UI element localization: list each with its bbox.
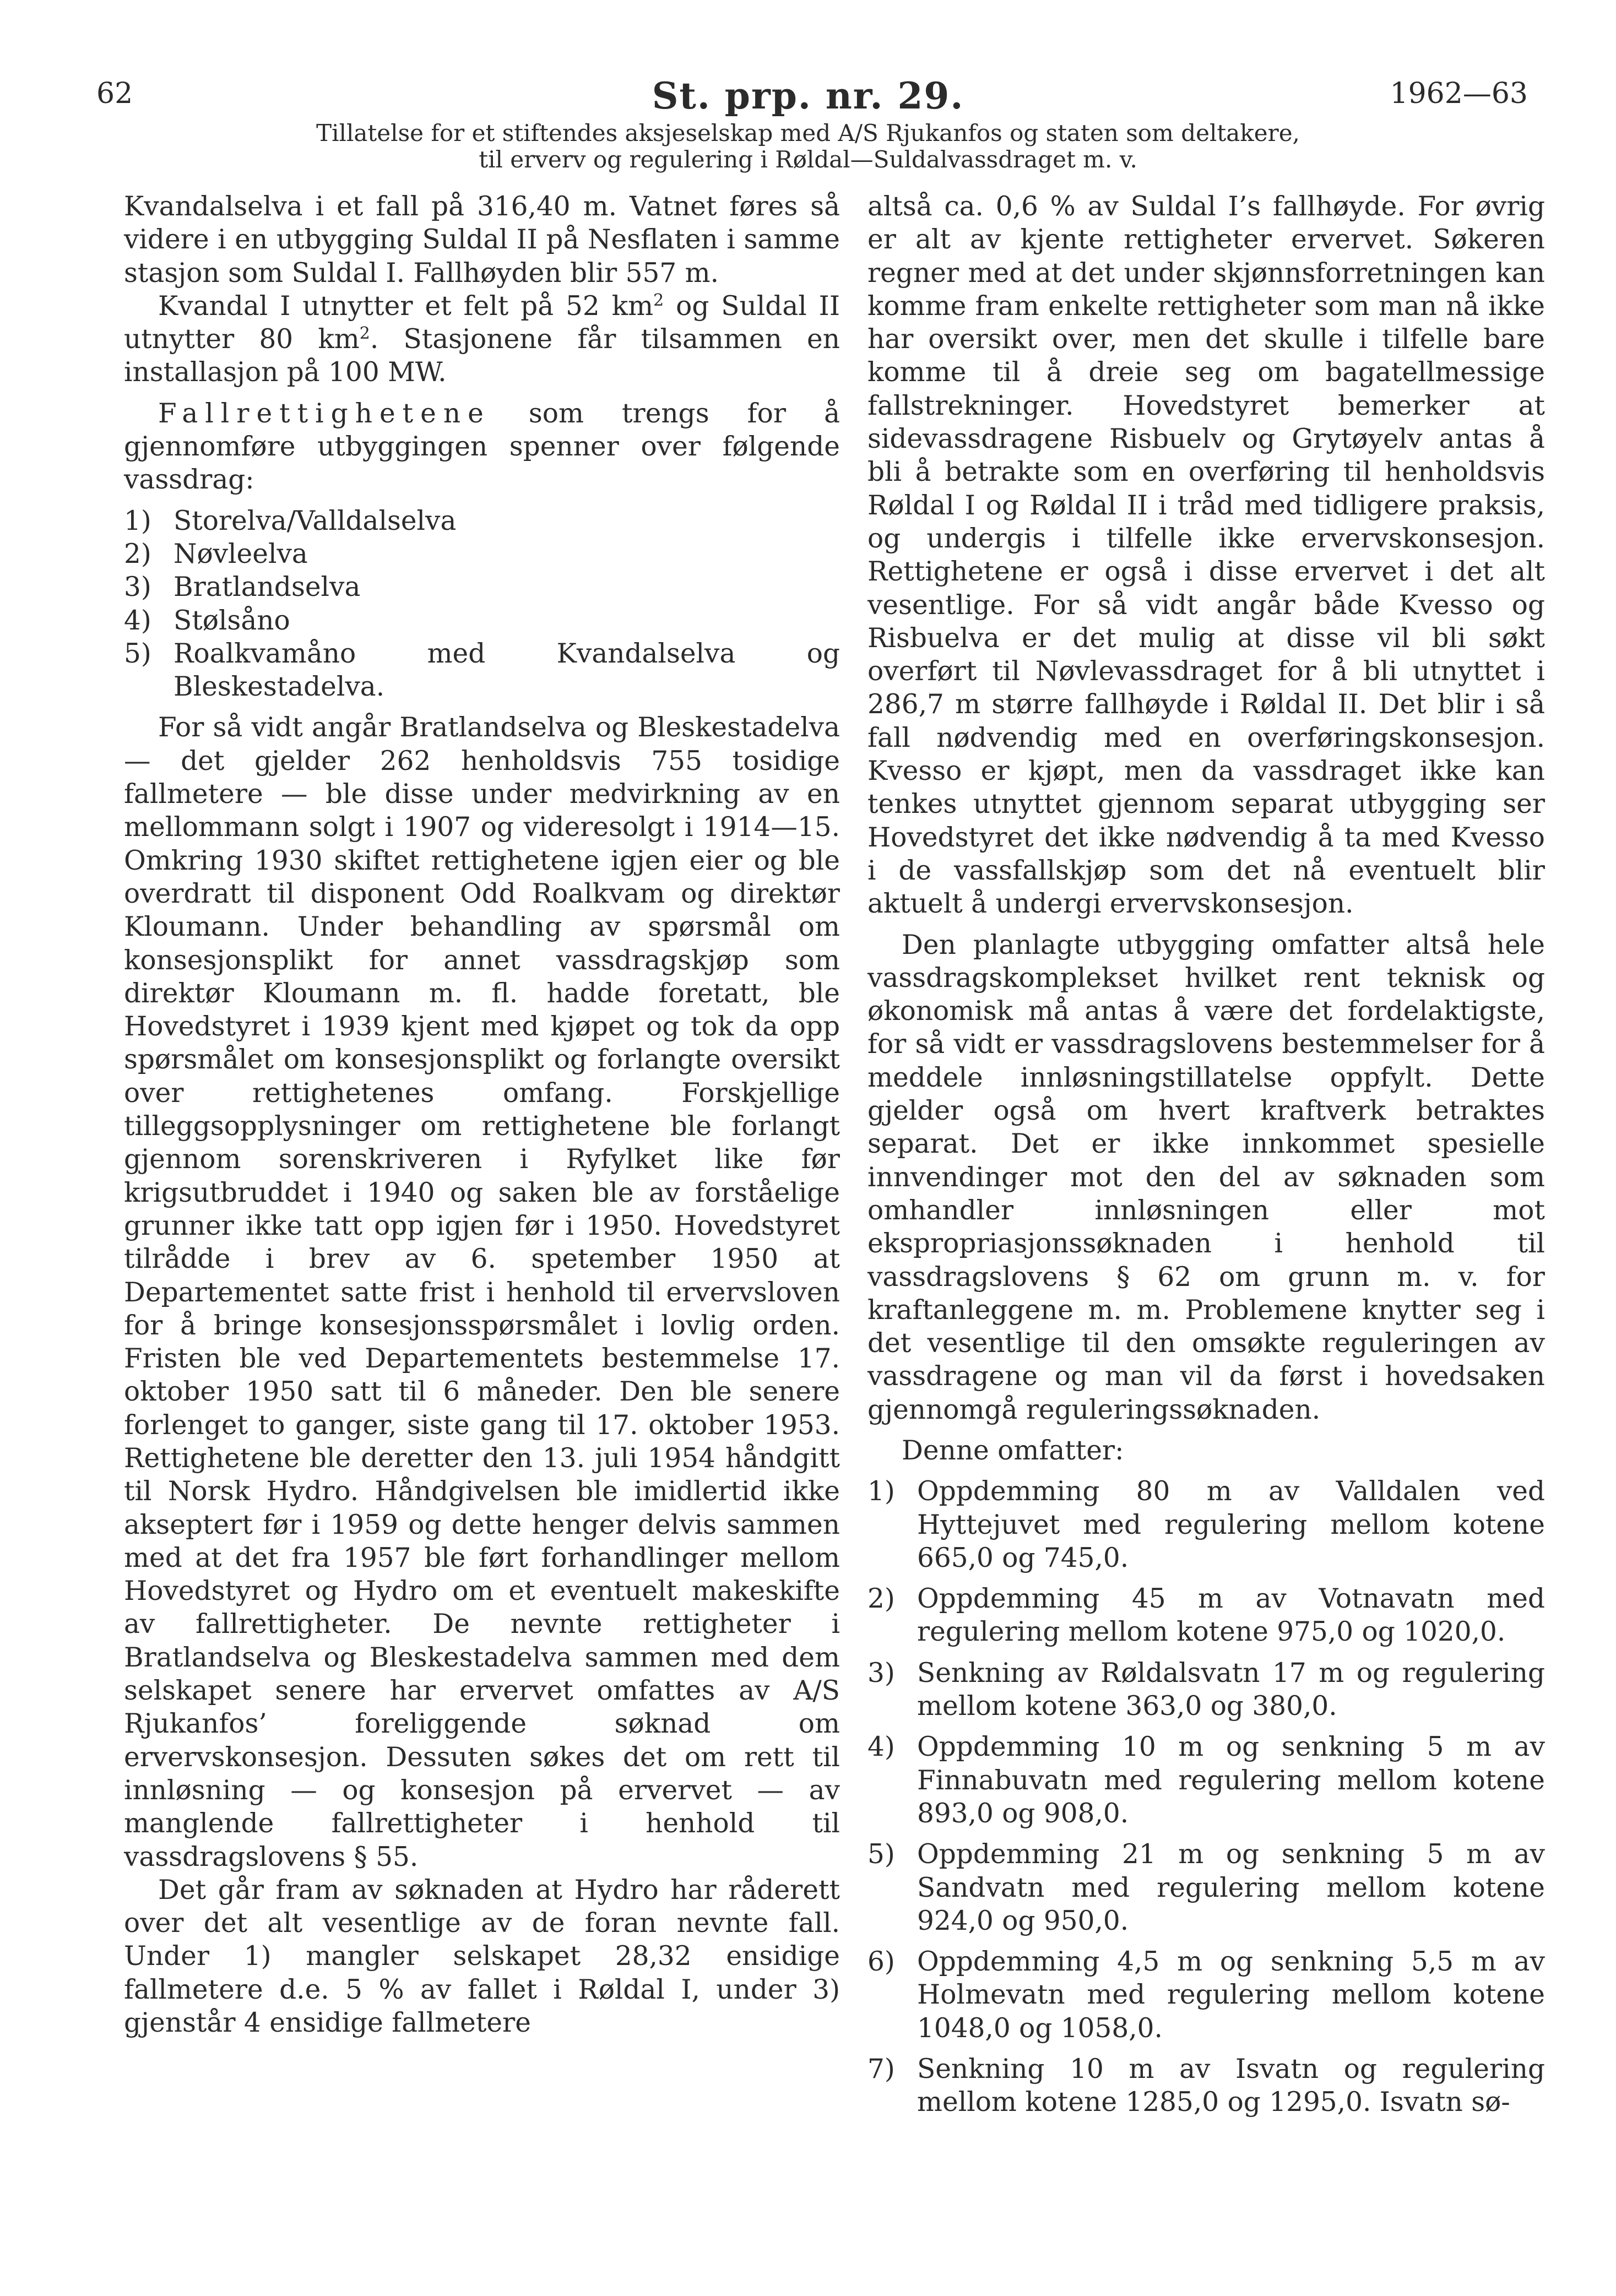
- subtitle-line-1: Tillatelse for et stiftendes aksjeselskap med A/S Rjukanfos og staten som deltakere,: [316, 120, 1300, 146]
- river-list: [124, 504, 840, 704]
- list-item: [124, 604, 840, 637]
- list-item: [867, 1945, 1545, 2045]
- paragraph: Kvandalselva i et fall på 316,40 m. Vatnet føres så videre i en utbygging Suldal II på Nesflaten i samme stasjon som Suldal I. Fallhøyden blir 557 m.: [124, 191, 840, 289]
- list-number: 4): [867, 1732, 895, 1763]
- list-text: Storelva/Valldalselva: [173, 505, 457, 536]
- list-item: [867, 1475, 1545, 1575]
- superscript: 2: [359, 324, 370, 344]
- regulation-list: [867, 1475, 1545, 2119]
- text: Kvandal I utnytter et felt på 52 km: [158, 290, 654, 322]
- list-number: 5): [124, 638, 151, 669]
- paragraph: Denne omfatter:: [902, 1435, 1124, 1466]
- session-years: 1962—63: [1390, 77, 1528, 110]
- paragraph: Det går fram av søknaden at Hydro har råderett over det alt vesentlige av de foran nevnte fall. Under 1) mangler selskapet 28,32 ensidige fallmetere d.e. 5 % av fallet i Røldal I, under 3) gjenstår 4 ensidige fallmetere: [124, 1874, 840, 2039]
- list-item: [124, 571, 840, 604]
- list-number: 1): [124, 505, 151, 536]
- list-item: [124, 538, 840, 571]
- right-column: [867, 190, 1545, 2119]
- list-item: [867, 1730, 1545, 1830]
- document-id: St. prp. nr. 29.: [652, 74, 964, 117]
- list-item: [124, 637, 840, 704]
- list-text: Bratlandselva: [173, 572, 361, 603]
- list-text: Oppdemming 80 m av Valldalen ved Hyttejuvet med regulering mellom kotene 665,0 og 745,0.: [917, 1476, 1545, 1573]
- list-number: 2): [867, 1583, 895, 1615]
- superscript: 2: [653, 290, 664, 310]
- list-number: 3): [867, 1657, 895, 1689]
- paragraph: [124, 290, 840, 389]
- list-item: [867, 1657, 1545, 1723]
- page-number: 62: [96, 77, 133, 110]
- list-text: Roalkvamåno med Kvandalselva og Bleskestadelva.: [173, 638, 840, 703]
- list-number: 7): [867, 2054, 895, 2085]
- list-item: [867, 2053, 1545, 2119]
- list-number: 4): [124, 605, 151, 636]
- list-text: Oppdemming 45 m av Votnavatn med regulering mellom kotene 975,0 og 1020,0.: [917, 1583, 1545, 1648]
- list-item: [867, 1838, 1545, 1937]
- paragraph: For så vidt angår Bratlandselva og Bleskestadelva — det gjelder 262 henholdsvis 755 tosidige fallmetere — ble disse under medvirkning av en mellommann solgt i 1907 og videresolgt i 1914—15. Omkring 1930 skiftet rettighetene igjen eier og ble overdratt til disponent Odd Roalkvam og direktør Kloumann. Under behandling av spørsmål om konsesjonsplikt for annet vassdragskjøp som direktør Kloumann m. fl. hadde foretatt, ble Hovedstyret i 1939 kjent med kjøpet og tok da opp spørsmålet om konsesjonsplikt og forlangte oversikt over rettighetenes omfang. Forskjellige tilleggsopplysninger om rettighetene ble forlangt gjennom sorenskriveren i Ryfylket like før krigsutbruddet i 1940 og saken ble av forståelige grunner ikke tatt opp igjen før i 1950. Hovedstyret tilrådde i brev av 6. spetember 1950 at Departementet satte frist i henhold til ervervsloven for å bringe konsesjonsspørsmålet i lovlig orden. Fristen ble ved Departementets bestemmelse 17. oktober 1950 satt til 6 måneder. Den ble senere forlenget to ganger, siste gang til 17. oktober 1953. Rettighetene ble deretter den 13. juli 1954 håndgitt til Norsk Hydro. Håndgivelsen ble imidlertid ikke akseptert før i 1959 og dette henger delvis sammen med at det fra 1957 ble ført forhandlinger mellom Hovedstyret og Hydro om et eventuelt makeskifte av fallrettigheter. De nevnte rettigheter i Bratlandselva og Bleskestadelva sammen med dem selskapet senere har ervervet omfattes av A/S Rjukanfos’ foreliggende søknad om ervervskonsesjon. Dessuten søkes det om rett til innløsning — og konsesjon på ervervet — av manglende fallrettigheter i henhold til vassdragslovens § 55.: [124, 712, 840, 1872]
- text: som trengs for å gjennomføre utbyggingen spenner over følgende vassdrag:: [124, 398, 840, 496]
- list-item: [124, 504, 840, 538]
- subtitle-line-2: til erverv og regulering i Røldal—Suldalvassdraget m. v.: [479, 146, 1137, 173]
- list-number: 6): [867, 1946, 895, 1978]
- list-number: 5): [867, 1839, 895, 1870]
- list-text: Senkning 10 m av Isvatn og regulering mellom kotene 1285,0 og 1295,0. Isvatn sø-: [917, 2054, 1545, 2118]
- list-number: 1): [867, 1476, 895, 1507]
- list-number: 2): [124, 538, 151, 569]
- list-text: Oppdemming 21 m og senkning 5 m av Sandvatn med regulering mellom kotene 924,0 og 950,0.: [917, 1839, 1545, 1936]
- left-column: [124, 190, 840, 2039]
- list-text: Stølsåno: [173, 605, 290, 636]
- text: og Suldal II utnytter 80 km: [124, 290, 840, 355]
- list-text: Oppdemming 10 m og senkning 5 m av Finnabuvatn med regulering mellom kotene 893,0 og 908,0.: [917, 1732, 1545, 1829]
- paragraph: altså ca. 0,6 % av Suldal I’s fallhøyde. For øvrig er alt av kjente rettigheter ervervet. Søkeren regner med at det under skjønnsforretningen kan komme fram enkelte rettigheter som man nå ikke har oversikt over, men det skulle i tilfelle bare komme til å dreie seg om bagatellmessige fallstrekninger. Hovedstyret bemerker at sidevassdragene Risbuelv og Grytøyelv antas å bli å betrakte som en overføring til henholdsvis Røldal I og Røldal II i tråd med tidligere praksis, og undergis i tilfelle ikke ervervskonsesjon. Rettighetene er også i disse ervervet i det alt vesentlige. For så vidt angår både Kvesso og Risbuelva er det mulig at disse vil bli søkt overført til Nøvlevassdraget for å bli utnyttet i 286,7 m større fallhøyde i Røldal II. Det blir i så fall nødvendig med en overføringskonsesjon. Kvesso er kjøpt, men da vassdraget ikke kan tenkes utnyttet gjennom separat utbygging ser Hovedstyret det ikke nødvendig å ta med Kvesso i de vassfallskjøp som det nå eventuelt blir aktuelt å undergi ervervskonsesjon.: [867, 191, 1545, 920]
- paragraph: [124, 397, 840, 497]
- document-subtitle: [0, 120, 1616, 173]
- paragraph: Den planlagte utbygging omfatter altså hele vassdragskomplekset hvilket rent teknisk og økonomisk må antas å være det fordelaktigste, for så vidt er vassdragslovens bestemmelser for å meddele innløsningstillatelse oppfylt. Dette gjelder også om hvert kraftverk betraktes separat. Det er ikke innkommet spesielle innvendinger mot den del av søknaden som omhandler innløsningen eller mot ekspropriasjonssøknaden i henhold til vassdragslovens § 62 om grunn m. v. for kraftanleggene m. m. Problemene knytter seg i det vesentlige til den omsøkte reguleringen av vassdragene og man vil da først i hovedsaken gjennomgå reguleringssøknaden.: [867, 929, 1545, 1425]
- spaced-emphasis: Fallrettighetene: [158, 398, 491, 429]
- list-number: 3): [124, 572, 151, 603]
- list-text: Senkning av Røldalsvatn 17 m og regulering mellom kotene 363,0 og 380,0.: [917, 1657, 1545, 1722]
- list-text: Nøvleelva: [173, 538, 308, 569]
- list-item: [867, 1582, 1545, 1649]
- text: . Stasjonene får tilsammen en installasjon på 100 MW.: [124, 324, 840, 388]
- list-text: Oppdemming 4,5 m og senkning 5,5 m av Holmevatn med regulering mellom kotene 1048,0 og 1058,0.: [917, 1946, 1545, 2044]
